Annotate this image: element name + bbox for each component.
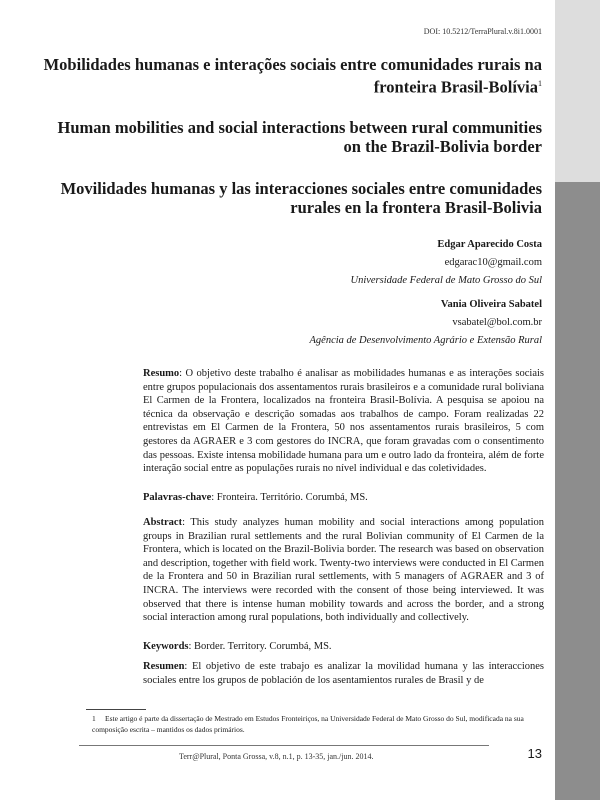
footnote-text: Este artigo é parte da dissertação de Mestrado em Estudos Fronteiriços, na Universidade Federal de Mato Grosso do Sul, modificada na sua composição escrita – mantidos os dados primários. xyxy=(92,714,524,734)
title-portuguese-text: Mobilidades humanas e interações sociais entre comunidades rurais na fronteira Brasil-Bolívia xyxy=(43,55,542,97)
abstract-text: : This study analyzes human mobility and social interactions among population groups in Brazilian rural settlements and the rural Bolivian community of El Carmen de la Frontera, which is located on the Brazil-Bolivia border. The research was based on observation and description, together with field work. Twenty-two interviews were conducted in El Carmen de la Frontera and 50 in Brazilian rural settlements, with 5 managers of AGRAER and 3 of INCRA. The interviews were recorded with the consent of those being interviewed. It was observed that there is intense human mobility towards and across the border, and a strong social interaction among rural populations, both individually and collectively. xyxy=(143,517,544,624)
title-english: Human mobilities and social interactions between rural communities on the Brazil-Bolivia border xyxy=(57,118,542,156)
author-2 xyxy=(222,296,542,350)
footer-divider xyxy=(79,745,489,746)
page-number: 13 xyxy=(527,746,542,761)
title-spanish: Movilidades humanas y las interacciones sociales entre comunidades rurales en la frontera Brasil-Bolivia xyxy=(60,179,542,217)
author-email: vsabatel@bol.com.br xyxy=(452,317,542,328)
footnote-divider xyxy=(86,709,146,710)
resumo-text: : O objetivo deste trabalho é analisar as mobilidades humanas e as interações sociais entre grupos populacionais dos assentamentos rurais brasileiros e a comunidade rural boliviana El Carmen de la Frontera, localizados na fronteira Brasil-Bolívia. A pesquisa se apoiou na técnica da observação e descrição somadas aos trabalhos de campo. Foram realizadas 22 entrevistas em El Carmen de la Frontera, 50 nos assentamentos rurais brasileiros, 5 com gestores da AGRAER e 3 com gestores do INCRA, que foram gravadas com o consentimento das pessoas. Existe intensa mobilidade humana para um e outro lado da fronteira, além de forte interação social entre as populações rurais no nível individual e das coletividades. xyxy=(143,368,544,475)
author-name: Edgar Aparecido Costa xyxy=(437,239,542,250)
abstract-label: Abstract xyxy=(143,517,183,528)
footnote xyxy=(92,713,552,735)
palavras-chave-text: : Fronteira. Território. Corumbá, MS. xyxy=(211,492,368,503)
resumen-paragraph xyxy=(143,660,544,687)
abstract-paragraph xyxy=(143,516,544,625)
footnote-number: 1 xyxy=(92,714,96,723)
resumo-paragraph xyxy=(143,367,544,476)
doi: DOI: 10.5212/TerraPlural.v.8i1.0001 xyxy=(423,27,542,36)
resumen-label: Resumen xyxy=(143,661,185,672)
palavras-chave-label: Palavras-chave xyxy=(143,492,212,503)
resumen-text: : El objetivo de este trabajo es analizar la movilidad humana y las interacciones sociales entre los grupos de población de los asentamientos rurales de Brasil y de xyxy=(143,661,544,686)
keywords-paragraph xyxy=(143,640,544,654)
keywords-label: Keywords xyxy=(143,641,189,652)
resumo-label: Resumo xyxy=(143,368,180,379)
title-footnote-mark: 1 xyxy=(538,79,542,88)
sidebar-light-block xyxy=(555,0,600,182)
author-name: Vania Oliveira Sabatel xyxy=(440,299,542,310)
palavras-chave-paragraph xyxy=(143,491,544,505)
keywords-text: : Border. Territory. Corumbá, MS. xyxy=(188,641,332,652)
footer-citation: Terr@Plural, Ponta Grossa, v.8, n.1, p. 13-35, jan./jun. 2014. xyxy=(179,752,374,761)
author-1 xyxy=(222,236,542,290)
author-email: edgarac10@gmail.com xyxy=(444,257,542,268)
sidebar-grey-bar xyxy=(555,182,600,800)
author-institution: Agência de Desenvolvimento Agrário e Extensão Rural xyxy=(309,335,542,346)
title-portuguese xyxy=(42,55,542,97)
author-institution: Universidade Federal de Mato Grosso do Sul xyxy=(350,275,542,286)
